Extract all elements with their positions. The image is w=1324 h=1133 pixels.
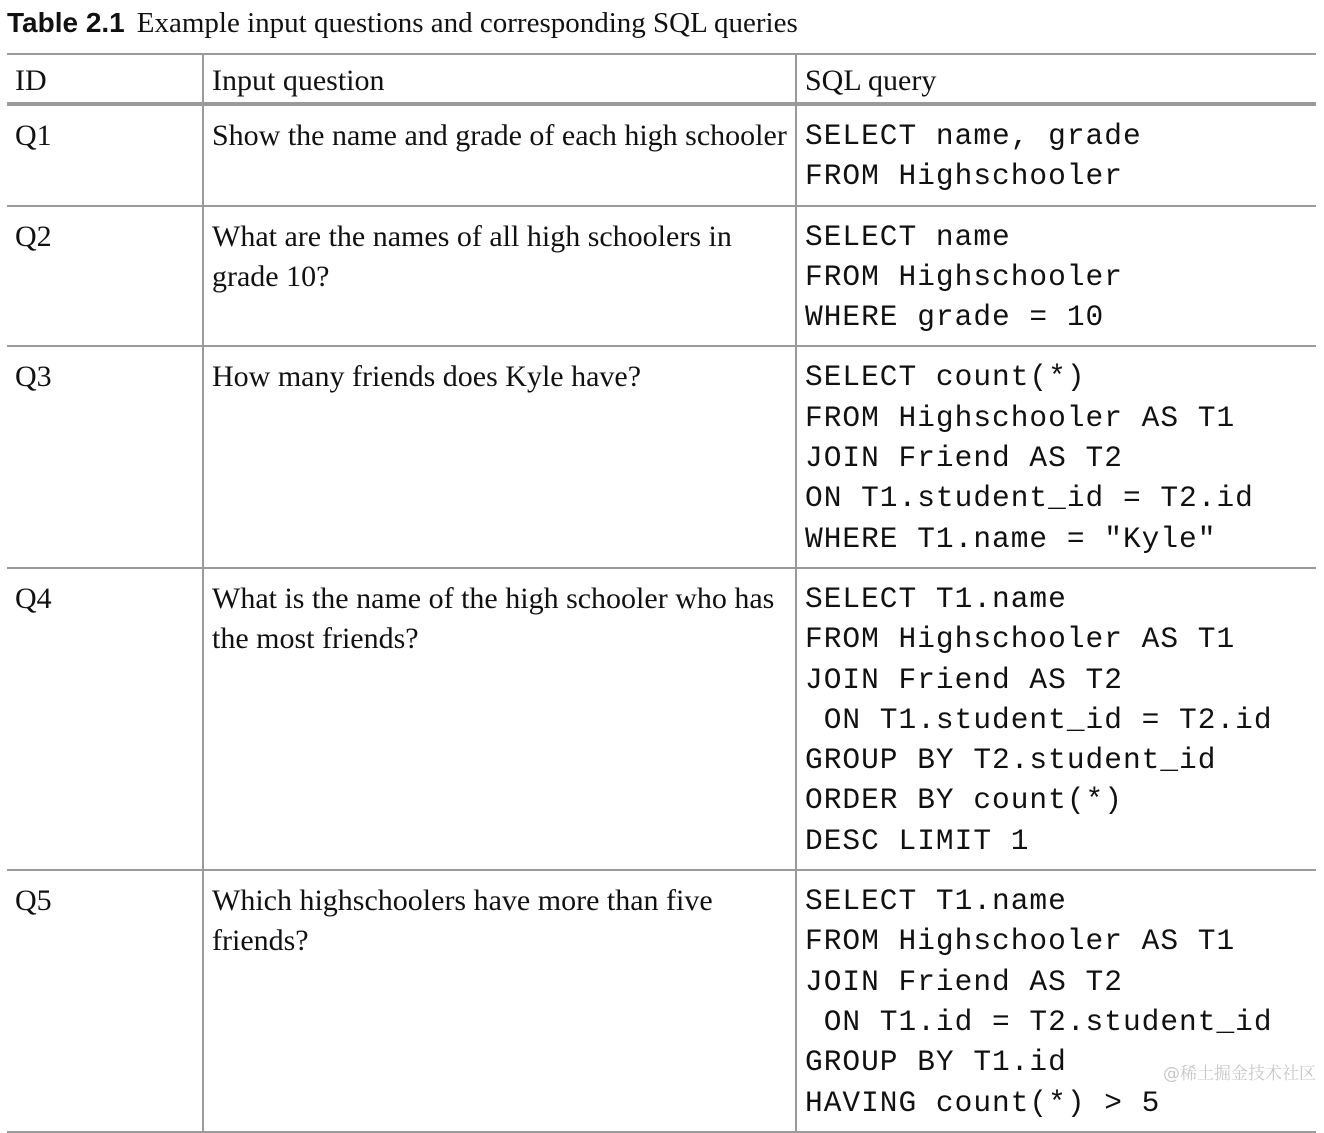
row-sql	[796, 870, 1316, 1132]
sql-line: GROUP BY T1.id	[805, 1045, 1067, 1080]
row-question: What is the name of the high schooler who has the most friends?	[203, 568, 796, 870]
sql-line: SELECT name, grade	[805, 119, 1142, 153]
sql-line: FROM Highschooler AS T1	[805, 924, 1236, 959]
sql-line: WHERE T1.name = "Kyle"	[805, 521, 1217, 556]
row-question: How many friends does Kyle have?	[203, 346, 796, 567]
row-question: Show the name and grade of each high schooler	[203, 104, 796, 206]
sql-line: SELECT T1.name	[805, 884, 1067, 919]
row-sql	[796, 104, 1316, 206]
row-id: Q4	[7, 568, 203, 870]
table-header-row	[7, 54, 1316, 104]
sql-line: JOIN Friend AS T2	[805, 964, 1123, 999]
table-row	[7, 104, 1316, 206]
row-sql	[796, 346, 1316, 567]
sql-examples-table	[7, 53, 1316, 1133]
header-input-question: Input question	[203, 54, 796, 104]
sql-line: JOIN Friend AS T2	[805, 441, 1123, 476]
sql-line: FROM Highschooler	[805, 159, 1123, 194]
sql-line: HAVING count(*) > 5	[805, 1085, 1161, 1120]
watermark: @稀土掘金技术社区	[1163, 1064, 1316, 1084]
caption-label: Table 2.1	[7, 7, 125, 38]
row-id: Q2	[7, 206, 203, 347]
caption-text: Example input questions and corresponding SQL queries	[136, 7, 798, 39]
sql-line: SELECT count(*)	[805, 360, 1086, 395]
sql-line: ON T1.student_id = T2.id	[805, 481, 1254, 516]
table-row	[7, 206, 1316, 347]
sql-line: FROM Highschooler	[805, 259, 1123, 294]
row-question: Which highschoolers have more than five friends?	[203, 870, 796, 1132]
sql-line: FROM Highschooler AS T1	[805, 400, 1236, 435]
row-id: Q3	[7, 346, 203, 567]
sql-line: FROM Highschooler AS T1	[805, 622, 1236, 657]
table-row	[7, 870, 1316, 1132]
row-sql	[796, 206, 1316, 347]
sql-line: GROUP BY T2.student_id	[805, 743, 1217, 778]
sql-line: ON T1.student_id = T2.id	[805, 702, 1273, 737]
sql-line: ORDER BY count(*)	[805, 783, 1123, 818]
row-id: Q1	[7, 104, 203, 206]
table-caption	[7, 4, 798, 44]
row-id: Q5	[7, 870, 203, 1132]
row-sql	[796, 568, 1316, 870]
header-sql-query: SQL query	[796, 54, 1316, 104]
table-row	[7, 346, 1316, 567]
sql-line: WHERE grade = 10	[805, 300, 1105, 335]
sql-line: SELECT name	[805, 219, 1011, 254]
header-id: ID	[7, 54, 203, 104]
sql-line: ON T1.id = T2.student_id	[805, 1004, 1273, 1039]
sql-line: DESC LIMIT 1	[805, 823, 1030, 858]
row-question: What are the names of all high schoolers in grade 10?	[203, 206, 796, 347]
sql-line: SELECT T1.name	[805, 581, 1067, 616]
table-row	[7, 568, 1316, 870]
sql-line: JOIN Friend AS T2	[805, 662, 1123, 697]
